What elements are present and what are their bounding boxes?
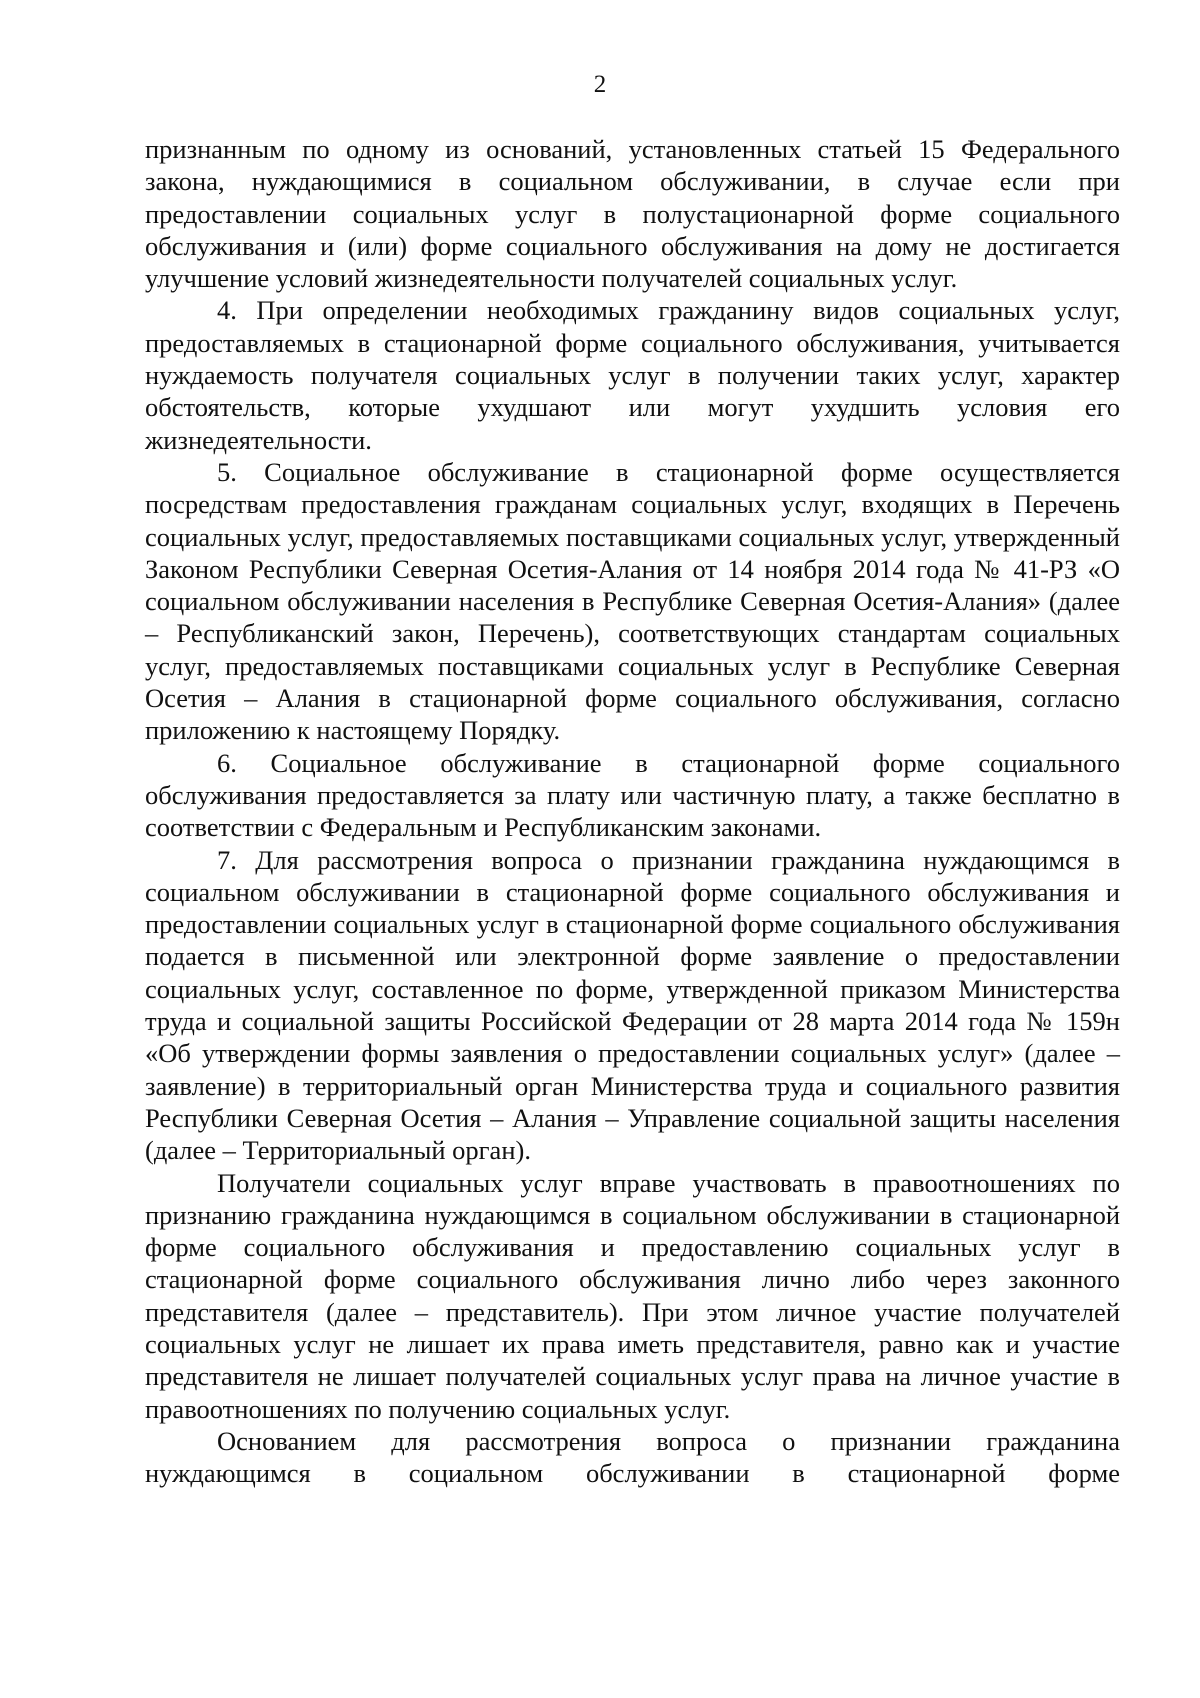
paragraph-recipients: Получатели социальных услуг вправе участвовать в правоотношениях по признанию гражданина нуждающимся в социальном обслуживании в стационарной форме социального обслуживания и предоставлению социальных услуг в стационарной форме социального обслуживания лично либо через законного представителя (далее – представитель). При этом личное участие получателей социальных услуг не лишает их права иметь представителя, равно как и участие представителя не лишает получателей социальных услуг права на личное участие в правоотношениях по получению социальных услуг. [145,1167,1120,1424]
page-number: 2 [593,71,607,98]
document-body [145,133,1120,1489]
paragraph-item-6: 6. Социальное обслуживание в стационарной форме социального обслуживания предоставляется за плату или частичную плату, а также бесплатно в соответствии с Федеральным и Республиканским законами. [145,747,1120,843]
paragraph-grounds: Основанием для рассмотрения вопроса о признании гражданина нуждающимся в социальном обслуживании в стационарной форме [145,1425,1120,1489]
paragraph-item-5: 5. Социальное обслуживание в стационарной форме осуществляется посредствам предоставления гражданам социальных услуг, входящих в Перечень социальных услуг, предоставляемых поставщиками социальных услуг, утвержденный Законом Республики Северная Осетия-Алания от 14 ноября 2014 года № 41-РЗ «О социальном обслуживании населения в Республике Северная Осетия-Алания» (далее – Республиканский закон, Перечень), соответствующих стандартам социальных услуг, предоставляемых поставщиками социальных услуг в Республике Северная Осетия – Алания в стационарной форме социального обслуживания, согласно приложению к настоящему Порядку. [145,456,1120,746]
paragraph-item-7: 7. Для рассмотрения вопроса о признании гражданина нуждающимся в социальном обслуживании в стационарной форме социального обслуживания и предоставлении социальных услуг в стационарной форме социального обслуживания подается в письменной или электронной форме заявление о предоставлении социальных услуг, составленное по форме, утвержденной приказом Министерства труда и социальной защиты Российской Федерации от 28 марта 2014 года № 159н «Об утверждении формы заявления о предоставлении социальных услуг» (далее – заявление) в территориальный орган Министерства труда и социального развития Республики Северная Осетия – Алания – Управление социальной защиты населения (далее – Территориальный орган). [145,844,1120,1166]
paragraph-item-4: 4. При определении необходимых гражданину видов социальных услуг, предоставляемых в стационарной форме социального обслуживания, учитывается нуждаемость получателя социальных услуг в получении таких услуг, характер обстоятельств, которые ухудшают или могут ухудшить условия его жизнедеятельности. [145,295,1120,455]
paragraph-continuation: признанным по одному из оснований, установленных статьей 15 Федерального закона, нуждающимися в социальном обслуживании, в случае если при предоставлении социальных услуг в полустационарной форме социального обслуживания и (или) форме социального обслуживания на дому не достигается улучшение условий жизнедеятельности получателей социальных услуг. [145,134,1120,294]
